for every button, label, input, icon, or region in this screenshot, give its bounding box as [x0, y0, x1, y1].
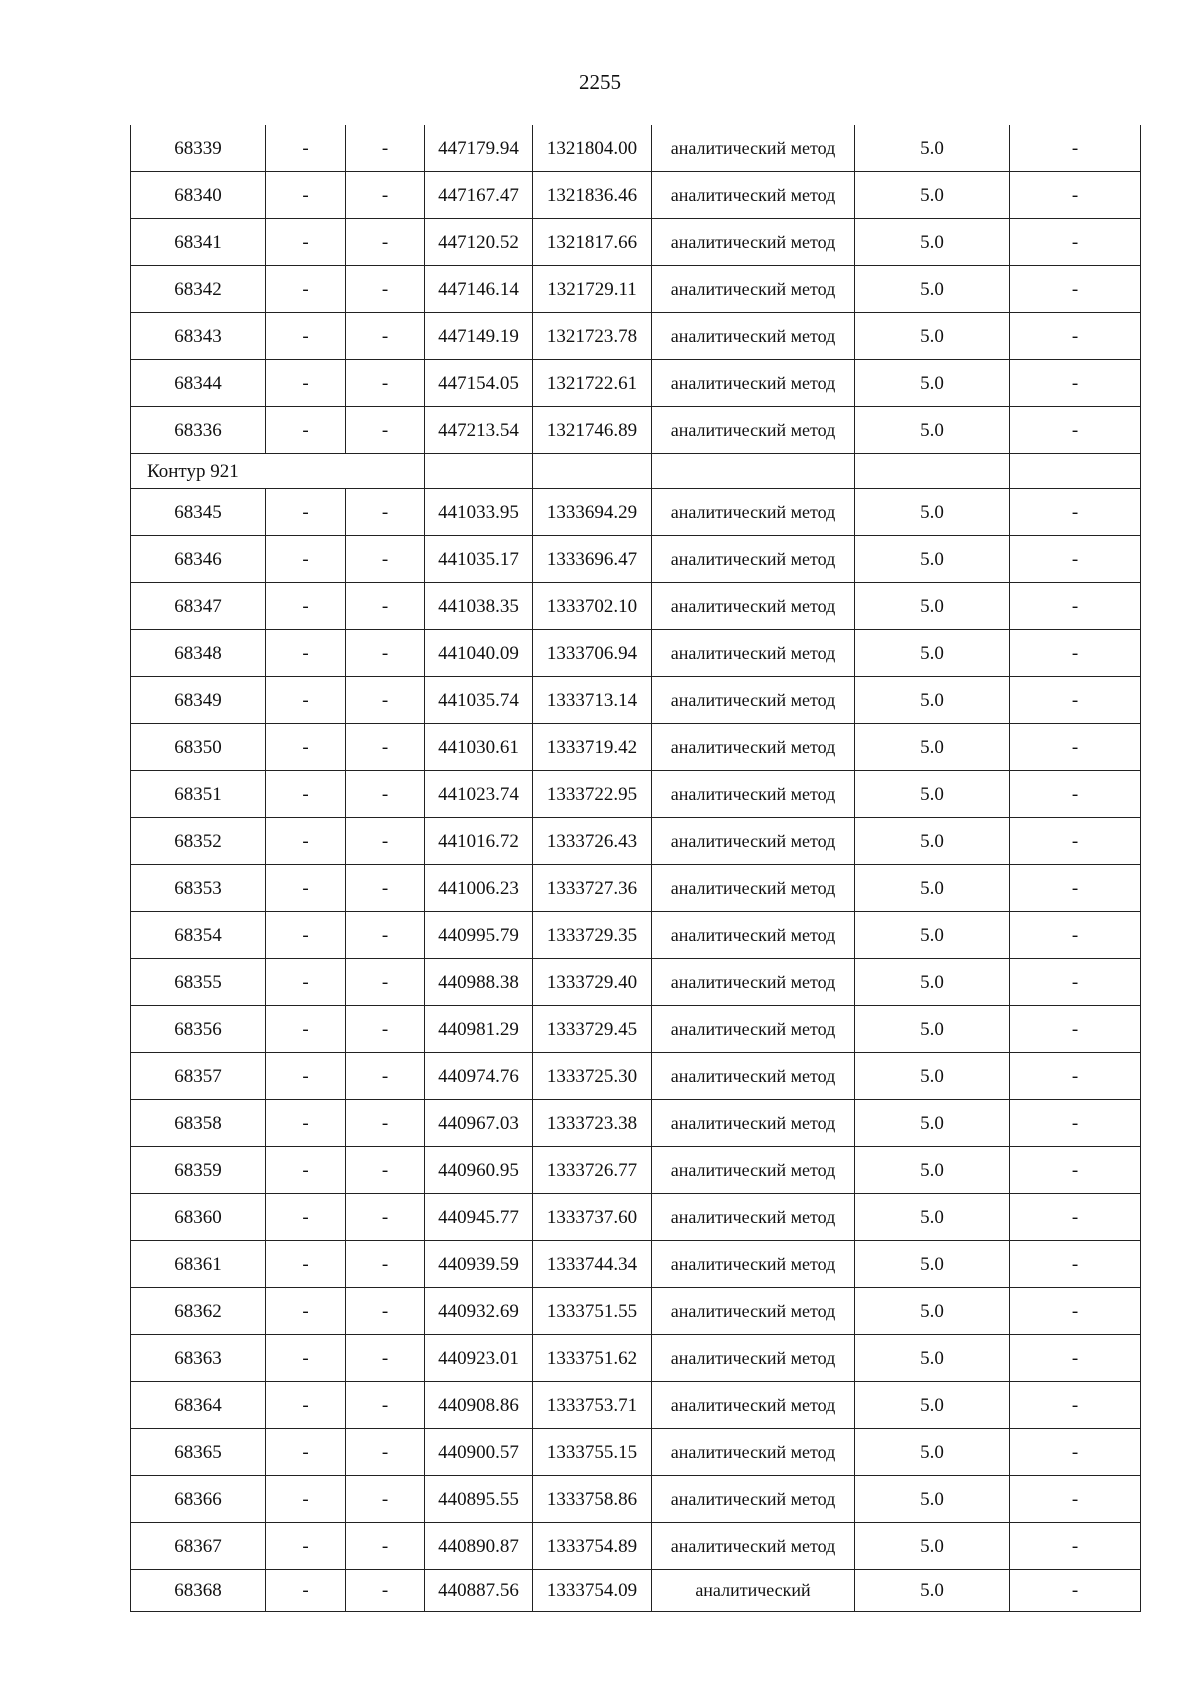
empty-cell	[1010, 454, 1141, 489]
table-row	[131, 172, 1141, 219]
accuracy-cell: 5.0	[855, 677, 1010, 724]
y-coordinate-cell: 1333722.95	[533, 771, 652, 818]
point-number-cell: 68344	[131, 360, 266, 407]
accuracy-cell: 5.0	[855, 1382, 1010, 1429]
empty-dash-cell: -	[346, 536, 425, 583]
x-coordinate-cell: 440895.55	[425, 1476, 533, 1523]
method-cell: аналитический метод	[652, 219, 855, 266]
empty-dash-cell: -	[346, 1429, 425, 1476]
x-coordinate-cell: 440981.29	[425, 1006, 533, 1053]
table-row	[131, 912, 1141, 959]
point-number-cell: 68347	[131, 583, 266, 630]
table-row	[131, 360, 1141, 407]
x-coordinate-cell: 447146.14	[425, 266, 533, 313]
empty-dash-cell: -	[346, 1147, 425, 1194]
method-cell: аналитический метод	[652, 266, 855, 313]
method-cell: аналитический метод	[652, 583, 855, 630]
accuracy-cell: 5.0	[855, 1147, 1010, 1194]
empty-dash-cell: -	[266, 1053, 346, 1100]
y-coordinate-cell: 1333706.94	[533, 630, 652, 677]
method-cell: аналитический метод	[652, 360, 855, 407]
x-coordinate-cell: 447179.94	[425, 125, 533, 172]
note-cell: -	[1010, 1100, 1141, 1147]
method-cell: аналитический метод	[652, 536, 855, 583]
point-number-cell: 68362	[131, 1288, 266, 1335]
point-number-cell: 68343	[131, 313, 266, 360]
accuracy-cell: 5.0	[855, 724, 1010, 771]
x-coordinate-cell: 440960.95	[425, 1147, 533, 1194]
accuracy-cell: 5.0	[855, 959, 1010, 1006]
accuracy-cell: 5.0	[855, 1006, 1010, 1053]
x-coordinate-cell: 441023.74	[425, 771, 533, 818]
empty-dash-cell: -	[346, 630, 425, 677]
x-coordinate-cell: 440967.03	[425, 1100, 533, 1147]
table-row	[131, 489, 1141, 536]
empty-dash-cell: -	[266, 172, 346, 219]
note-cell: -	[1010, 1147, 1141, 1194]
empty-dash-cell: -	[346, 1335, 425, 1382]
table-row	[131, 1382, 1141, 1429]
note-cell: -	[1010, 313, 1141, 360]
empty-dash-cell: -	[346, 407, 425, 454]
method-cell: аналитический метод	[652, 1006, 855, 1053]
empty-dash-cell: -	[346, 1288, 425, 1335]
empty-cell	[533, 454, 652, 489]
y-coordinate-cell: 1321836.46	[533, 172, 652, 219]
table-row	[131, 125, 1141, 172]
x-coordinate-cell: 440945.77	[425, 1194, 533, 1241]
accuracy-cell: 5.0	[855, 219, 1010, 266]
empty-dash-cell: -	[346, 1100, 425, 1147]
method-cell: аналитический метод	[652, 630, 855, 677]
y-coordinate-cell: 1321817.66	[533, 219, 652, 266]
x-coordinate-cell: 447149.19	[425, 313, 533, 360]
point-number-cell: 68352	[131, 818, 266, 865]
table-row	[131, 1523, 1141, 1570]
x-coordinate-cell: 441016.72	[425, 818, 533, 865]
point-number-cell: 68368	[131, 1570, 266, 1612]
y-coordinate-cell: 1333754.89	[533, 1523, 652, 1570]
point-number-cell: 68365	[131, 1429, 266, 1476]
y-coordinate-cell: 1333755.15	[533, 1429, 652, 1476]
empty-dash-cell: -	[346, 1523, 425, 1570]
note-cell: -	[1010, 1006, 1141, 1053]
table-row	[131, 865, 1141, 912]
note-cell: -	[1010, 1335, 1141, 1382]
empty-dash-cell: -	[266, 536, 346, 583]
y-coordinate-cell: 1333726.43	[533, 818, 652, 865]
x-coordinate-cell: 440932.69	[425, 1288, 533, 1335]
table-body	[131, 125, 1141, 1612]
note-cell: -	[1010, 219, 1141, 266]
empty-dash-cell: -	[266, 407, 346, 454]
empty-dash-cell: -	[346, 1194, 425, 1241]
empty-dash-cell: -	[346, 313, 425, 360]
y-coordinate-cell: 1333726.77	[533, 1147, 652, 1194]
note-cell: -	[1010, 630, 1141, 677]
accuracy-cell: 5.0	[855, 266, 1010, 313]
accuracy-cell: 5.0	[855, 1429, 1010, 1476]
y-coordinate-cell: 1333719.42	[533, 724, 652, 771]
empty-dash-cell: -	[346, 1476, 425, 1523]
accuracy-cell: 5.0	[855, 1100, 1010, 1147]
point-number-cell: 68359	[131, 1147, 266, 1194]
table-row	[131, 724, 1141, 771]
method-cell: аналитический метод	[652, 865, 855, 912]
point-number-cell: 68339	[131, 125, 266, 172]
table-row	[131, 536, 1141, 583]
section-label: Контур 921	[131, 454, 425, 489]
note-cell: -	[1010, 724, 1141, 771]
x-coordinate-cell: 440908.86	[425, 1382, 533, 1429]
note-cell: -	[1010, 818, 1141, 865]
point-number-cell: 68364	[131, 1382, 266, 1429]
method-cell: аналитический метод	[652, 677, 855, 724]
table-row	[131, 1570, 1141, 1612]
accuracy-cell: 5.0	[855, 536, 1010, 583]
point-number-cell: 68341	[131, 219, 266, 266]
x-coordinate-cell: 447213.54	[425, 407, 533, 454]
note-cell: -	[1010, 1194, 1141, 1241]
x-coordinate-cell: 440890.87	[425, 1523, 533, 1570]
method-cell: аналитический метод	[652, 1476, 855, 1523]
note-cell: -	[1010, 1523, 1141, 1570]
empty-cell	[652, 454, 855, 489]
y-coordinate-cell: 1333751.62	[533, 1335, 652, 1382]
y-coordinate-cell: 1333729.35	[533, 912, 652, 959]
method-cell: аналитический метод	[652, 959, 855, 1006]
point-number-cell: 68366	[131, 1476, 266, 1523]
empty-dash-cell: -	[266, 1429, 346, 1476]
y-coordinate-cell: 1333725.30	[533, 1053, 652, 1100]
empty-dash-cell: -	[266, 1100, 346, 1147]
table-row	[131, 266, 1141, 313]
empty-dash-cell: -	[346, 125, 425, 172]
note-cell: -	[1010, 536, 1141, 583]
empty-dash-cell: -	[266, 360, 346, 407]
note-cell: -	[1010, 959, 1141, 1006]
x-coordinate-cell: 441030.61	[425, 724, 533, 771]
empty-dash-cell: -	[266, 959, 346, 1006]
point-number-cell: 68340	[131, 172, 266, 219]
point-number-cell: 68367	[131, 1523, 266, 1570]
table-row	[131, 771, 1141, 818]
y-coordinate-cell: 1333696.47	[533, 536, 652, 583]
empty-dash-cell: -	[266, 1288, 346, 1335]
table-row	[131, 219, 1141, 266]
note-cell: -	[1010, 172, 1141, 219]
method-cell: аналитический метод	[652, 912, 855, 959]
point-number-cell: 68351	[131, 771, 266, 818]
point-number-cell: 68354	[131, 912, 266, 959]
method-cell: аналитический метод	[652, 1100, 855, 1147]
x-coordinate-cell: 441038.35	[425, 583, 533, 630]
y-coordinate-cell: 1333737.60	[533, 1194, 652, 1241]
accuracy-cell: 5.0	[855, 489, 1010, 536]
method-cell: аналитический метод	[652, 724, 855, 771]
empty-dash-cell: -	[346, 865, 425, 912]
method-cell: аналитический метод	[652, 1053, 855, 1100]
note-cell: -	[1010, 489, 1141, 536]
x-coordinate-cell: 440923.01	[425, 1335, 533, 1382]
x-coordinate-cell: 441040.09	[425, 630, 533, 677]
note-cell: -	[1010, 407, 1141, 454]
point-number-cell: 68360	[131, 1194, 266, 1241]
note-cell: -	[1010, 1570, 1141, 1612]
accuracy-cell: 5.0	[855, 172, 1010, 219]
table-row	[131, 1241, 1141, 1288]
note-cell: -	[1010, 1288, 1141, 1335]
empty-dash-cell: -	[346, 1382, 425, 1429]
y-coordinate-cell: 1333753.71	[533, 1382, 652, 1429]
empty-dash-cell: -	[346, 912, 425, 959]
accuracy-cell: 5.0	[855, 1288, 1010, 1335]
point-number-cell: 68336	[131, 407, 266, 454]
point-number-cell: 68358	[131, 1100, 266, 1147]
note-cell: -	[1010, 125, 1141, 172]
method-cell: аналитический метод	[652, 1241, 855, 1288]
x-coordinate-cell: 441006.23	[425, 865, 533, 912]
y-coordinate-cell: 1333723.38	[533, 1100, 652, 1147]
empty-dash-cell: -	[266, 1006, 346, 1053]
accuracy-cell: 5.0	[855, 1335, 1010, 1382]
note-cell: -	[1010, 1429, 1141, 1476]
note-cell: -	[1010, 771, 1141, 818]
empty-dash-cell: -	[266, 1476, 346, 1523]
table-row	[131, 818, 1141, 865]
empty-dash-cell: -	[266, 1570, 346, 1612]
empty-dash-cell: -	[346, 360, 425, 407]
method-cell: аналитический метод	[652, 489, 855, 536]
method-cell: аналитический метод	[652, 1523, 855, 1570]
point-number-cell: 68356	[131, 1006, 266, 1053]
empty-dash-cell: -	[346, 583, 425, 630]
accuracy-cell: 5.0	[855, 313, 1010, 360]
method-cell: аналитический метод	[652, 1429, 855, 1476]
empty-dash-cell: -	[266, 771, 346, 818]
y-coordinate-cell: 1333694.29	[533, 489, 652, 536]
empty-dash-cell: -	[266, 1382, 346, 1429]
empty-dash-cell: -	[266, 1523, 346, 1570]
point-number-cell: 68342	[131, 266, 266, 313]
empty-dash-cell: -	[346, 172, 425, 219]
note-cell: -	[1010, 865, 1141, 912]
y-coordinate-cell: 1321746.89	[533, 407, 652, 454]
table-row	[131, 677, 1141, 724]
point-number-cell: 68363	[131, 1335, 266, 1382]
accuracy-cell: 5.0	[855, 1194, 1010, 1241]
accuracy-cell: 5.0	[855, 1053, 1010, 1100]
table-row	[131, 959, 1141, 1006]
accuracy-cell: 5.0	[855, 771, 1010, 818]
accuracy-cell: 5.0	[855, 630, 1010, 677]
method-cell: аналитический метод	[652, 1194, 855, 1241]
y-coordinate-cell: 1321722.61	[533, 360, 652, 407]
empty-dash-cell: -	[266, 818, 346, 865]
empty-dash-cell: -	[346, 1241, 425, 1288]
method-cell: аналитический метод	[652, 407, 855, 454]
y-coordinate-cell: 1333702.10	[533, 583, 652, 630]
table-row	[131, 1194, 1141, 1241]
point-number-cell: 68355	[131, 959, 266, 1006]
empty-dash-cell: -	[346, 1053, 425, 1100]
method-cell: аналитический метод	[652, 818, 855, 865]
x-coordinate-cell: 441035.17	[425, 536, 533, 583]
note-cell: -	[1010, 583, 1141, 630]
empty-dash-cell: -	[266, 125, 346, 172]
method-cell: аналитический метод	[652, 1382, 855, 1429]
note-cell: -	[1010, 266, 1141, 313]
empty-dash-cell: -	[266, 583, 346, 630]
empty-dash-cell: -	[346, 489, 425, 536]
point-number-cell: 68350	[131, 724, 266, 771]
accuracy-cell: 5.0	[855, 1570, 1010, 1612]
accuracy-cell: 5.0	[855, 583, 1010, 630]
x-coordinate-cell: 440995.79	[425, 912, 533, 959]
y-coordinate-cell: 1333729.40	[533, 959, 652, 1006]
empty-dash-cell: -	[266, 489, 346, 536]
x-coordinate-cell: 441033.95	[425, 489, 533, 536]
table-row	[131, 407, 1141, 454]
x-coordinate-cell: 440988.38	[425, 959, 533, 1006]
empty-dash-cell: -	[266, 1147, 346, 1194]
table-row	[131, 313, 1141, 360]
point-number-cell: 68349	[131, 677, 266, 724]
empty-dash-cell: -	[346, 1006, 425, 1053]
page-number: 2255	[579, 70, 621, 94]
x-coordinate-cell: 440887.56	[425, 1570, 533, 1612]
point-number-cell: 68345	[131, 489, 266, 536]
accuracy-cell: 5.0	[855, 407, 1010, 454]
empty-dash-cell: -	[266, 219, 346, 266]
point-number-cell: 68346	[131, 536, 266, 583]
table-row	[131, 1335, 1141, 1382]
accuracy-cell: 5.0	[855, 360, 1010, 407]
table-row	[131, 630, 1141, 677]
accuracy-cell: 5.0	[855, 865, 1010, 912]
method-cell: аналитический метод	[652, 1288, 855, 1335]
method-cell: аналитический метод	[652, 172, 855, 219]
empty-dash-cell: -	[346, 1570, 425, 1612]
y-coordinate-cell: 1321804.00	[533, 125, 652, 172]
note-cell: -	[1010, 677, 1141, 724]
method-cell: аналитический метод	[652, 313, 855, 360]
empty-dash-cell: -	[346, 677, 425, 724]
empty-dash-cell: -	[266, 724, 346, 771]
table-row	[131, 1288, 1141, 1335]
accuracy-cell: 5.0	[855, 912, 1010, 959]
y-coordinate-cell: 1333751.55	[533, 1288, 652, 1335]
section-row	[131, 454, 1141, 489]
note-cell: -	[1010, 912, 1141, 959]
empty-dash-cell: -	[346, 219, 425, 266]
x-coordinate-cell: 440900.57	[425, 1429, 533, 1476]
y-coordinate-cell: 1333729.45	[533, 1006, 652, 1053]
note-cell: -	[1010, 1476, 1141, 1523]
table-row	[131, 1147, 1141, 1194]
note-cell: -	[1010, 1382, 1141, 1429]
method-cell: аналитический	[652, 1570, 855, 1612]
y-coordinate-cell: 1321723.78	[533, 313, 652, 360]
table-row	[131, 1100, 1141, 1147]
x-coordinate-cell: 447167.47	[425, 172, 533, 219]
y-coordinate-cell: 1333744.34	[533, 1241, 652, 1288]
empty-cell	[855, 454, 1010, 489]
y-coordinate-cell: 1333713.14	[533, 677, 652, 724]
x-coordinate-cell: 440974.76	[425, 1053, 533, 1100]
point-number-cell: 68361	[131, 1241, 266, 1288]
accuracy-cell: 5.0	[855, 1241, 1010, 1288]
y-coordinate-cell: 1333727.36	[533, 865, 652, 912]
x-coordinate-cell: 440939.59	[425, 1241, 533, 1288]
empty-dash-cell: -	[266, 1335, 346, 1382]
method-cell: аналитический метод	[652, 1335, 855, 1382]
accuracy-cell: 5.0	[855, 818, 1010, 865]
y-coordinate-cell: 1333754.09	[533, 1570, 652, 1612]
y-coordinate-cell: 1321729.11	[533, 266, 652, 313]
note-cell: -	[1010, 1053, 1141, 1100]
empty-dash-cell: -	[266, 313, 346, 360]
table-row	[131, 1053, 1141, 1100]
method-cell: аналитический метод	[652, 771, 855, 818]
coordinates-table	[130, 125, 1141, 1612]
empty-dash-cell: -	[266, 912, 346, 959]
x-coordinate-cell: 441035.74	[425, 677, 533, 724]
method-cell: аналитический метод	[652, 125, 855, 172]
empty-dash-cell: -	[346, 818, 425, 865]
point-number-cell: 68357	[131, 1053, 266, 1100]
note-cell: -	[1010, 1241, 1141, 1288]
table-row	[131, 583, 1141, 630]
empty-cell	[425, 454, 533, 489]
accuracy-cell: 5.0	[855, 1523, 1010, 1570]
method-cell: аналитический метод	[652, 1147, 855, 1194]
empty-dash-cell: -	[266, 630, 346, 677]
y-coordinate-cell: 1333758.86	[533, 1476, 652, 1523]
point-number-cell: 68353	[131, 865, 266, 912]
empty-dash-cell: -	[346, 724, 425, 771]
empty-dash-cell: -	[346, 959, 425, 1006]
table-row	[131, 1476, 1141, 1523]
x-coordinate-cell: 447154.05	[425, 360, 533, 407]
empty-dash-cell: -	[266, 1194, 346, 1241]
empty-dash-cell: -	[346, 266, 425, 313]
note-cell: -	[1010, 360, 1141, 407]
point-number-cell: 68348	[131, 630, 266, 677]
table-row	[131, 1006, 1141, 1053]
accuracy-cell: 5.0	[855, 125, 1010, 172]
empty-dash-cell: -	[266, 865, 346, 912]
empty-dash-cell: -	[266, 266, 346, 313]
empty-dash-cell: -	[266, 1241, 346, 1288]
x-coordinate-cell: 447120.52	[425, 219, 533, 266]
empty-dash-cell: -	[266, 677, 346, 724]
accuracy-cell: 5.0	[855, 1476, 1010, 1523]
table-row	[131, 1429, 1141, 1476]
empty-dash-cell: -	[346, 771, 425, 818]
